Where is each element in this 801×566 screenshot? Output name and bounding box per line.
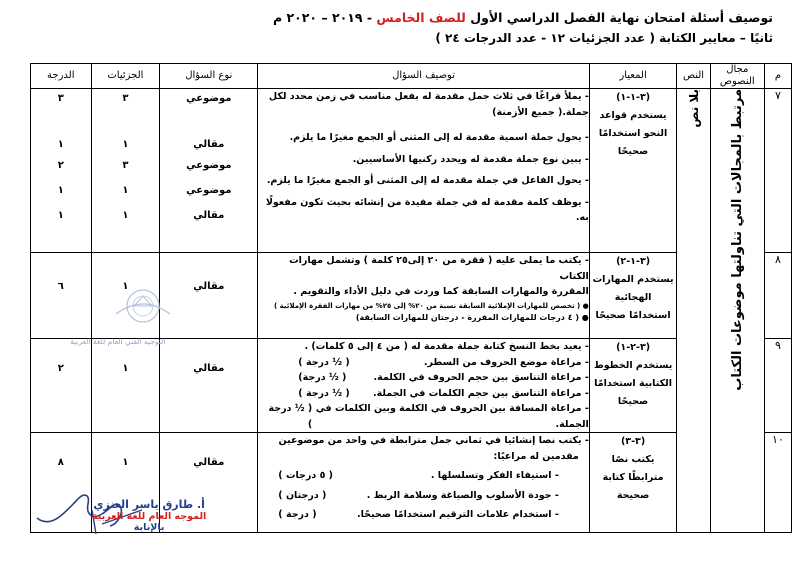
signature-role: الموجه العام للغة العربية <box>92 511 207 522</box>
desc-points: ( ½ درجة ) <box>298 387 350 399</box>
standard-line: يستخدم المهارات <box>592 274 674 285</box>
header-standard: المعيار <box>589 64 677 89</box>
standard-cell <box>589 89 677 253</box>
row-number: ٩ <box>764 339 791 433</box>
desc-line: - جودة الأسلوب والصياغة وسلامة الربط . <box>366 489 559 501</box>
standard-line: يستخدم الخطوط <box>593 360 673 371</box>
page-title <box>110 10 773 25</box>
standard-cell <box>589 433 677 533</box>
header-degree: الدرجة <box>31 64 92 89</box>
desc-line: - يعيد بخط النسخ كتابة جملة مقدمة له ( من ٤ إلى ٥ كلمات) . <box>304 341 589 352</box>
desc-points: ( ½ درجة) <box>298 372 347 383</box>
type-value: موضوعي <box>186 93 232 104</box>
type-value: مقالي <box>193 281 225 292</box>
desc-cell <box>258 433 590 533</box>
parts-value: ١ <box>122 457 129 468</box>
desc-cell <box>258 89 590 253</box>
nas-text: بلا نص <box>686 89 701 128</box>
type-value: موضوعي <box>186 185 232 196</box>
standard-line: الكتابية استخدامًا <box>594 378 672 389</box>
ministry-seal-icon <box>112 284 174 328</box>
desc-note: ● ( تخصص للمهارات الإملائية السابقة نسبة من ٢٠% إلى ٢٥% من مهارات الفقرة الإملائية ) <box>274 301 589 310</box>
standard-line: استخدامًا صحيحًا <box>595 310 671 321</box>
degree-value: ٣ <box>57 93 64 104</box>
parts-value: ١ <box>122 210 129 221</box>
header-type: نوع السؤال <box>160 64 258 89</box>
standard-line: صحيحًا <box>617 396 649 407</box>
standard-line: صحيحًا <box>617 146 649 157</box>
signature-sub: بالإنابة <box>133 522 165 533</box>
type-value: مقالي <box>193 139 225 150</box>
degree-value: ١ <box>57 139 64 150</box>
parts-value: ٣ <box>122 160 129 171</box>
parts-value: ١ <box>122 363 129 374</box>
desc-line: - يبين نوع جملة مقدمة له ويحدد ركنيها الأساسيين. <box>352 153 589 165</box>
desc-point-row <box>258 386 589 402</box>
type-cell <box>160 339 258 433</box>
type-value: موضوعي <box>186 160 232 171</box>
type-cell <box>160 89 258 253</box>
page-subtitle: ثانيًا – معايير الكتابة ( عدد الجزئيات ١٢ - عدد الدرجات ٢٤ ) <box>435 31 773 45</box>
title-highlight: للصف الخامس <box>376 10 466 25</box>
watermark-text: التوجيه الفني العام للغة العربية <box>70 337 166 346</box>
row-number: ٨ <box>764 253 791 339</box>
degree-value: ٢ <box>57 160 64 171</box>
standard-line: الهجائية <box>614 292 652 303</box>
desc-line: جملة.( جميع الأزمنة) <box>492 106 589 118</box>
degree-cell <box>31 339 92 433</box>
signature-block <box>92 498 206 533</box>
desc-line: - مراعاة التناسق بين حجم الكلمات في الجملة. <box>372 387 589 399</box>
degree-cell <box>31 253 92 339</box>
parts-value: ١ <box>122 139 129 150</box>
desc-cell <box>258 253 590 339</box>
standard-line: صحيحة <box>616 490 650 501</box>
row-number: ١٠ <box>764 433 791 533</box>
header-m: م <box>764 64 791 89</box>
desc-line: - يحول جملة اسمية مقدمة له إلى المثنى أو الجمع مغيرًا ما يلزم. <box>289 132 589 143</box>
parts-value: ١ <box>122 281 129 292</box>
desc-points: ( ٥ درجات ) <box>278 470 334 481</box>
standard-code: (٣-١-١) <box>616 92 651 103</box>
standard-code: (٣-٣) <box>620 436 646 447</box>
parts-cell <box>91 89 160 253</box>
desc-line: - مراعاة التناسق بين حجم الحروف في الكلمة. <box>373 372 589 383</box>
desc-note: ● ( ٤ درجات للمهارات المقررة - درجتان للمهارات السابقة) <box>355 312 589 322</box>
table-row <box>31 89 792 253</box>
type-value: مقالي <box>193 363 225 374</box>
desc-line: - يكتب نصا إنشائيا في ثماني جمل مترابطة في واحد من موضوعين <box>278 435 589 446</box>
degree-value: ١ <box>57 185 64 196</box>
row-number: ٧ <box>764 89 791 253</box>
standard-line: مترابطًا كتابة <box>602 472 664 483</box>
standard-line: يكتب نصًا <box>611 454 655 465</box>
type-cell <box>160 253 258 339</box>
desc-line: - مراعاة موضع الحروف من السطر. <box>423 356 589 368</box>
desc-point-row <box>258 507 589 523</box>
desc-points: ( درجة ) <box>278 509 317 520</box>
header-parts: الجزئيات <box>91 64 160 89</box>
majal-text: مرتبط بالمجالات التي تناولتها موضوعات الكتاب <box>729 89 745 391</box>
standard-line: النحو استخدامًا <box>598 128 668 139</box>
desc-point-row <box>258 355 589 371</box>
header-nas: النص <box>677 64 710 89</box>
standard-code: (٣-١-٢) <box>616 256 651 267</box>
desc-point-row <box>258 370 589 386</box>
parts-cell <box>91 339 160 433</box>
desc-line: - مراعاة المسافة بين الحروف في الكلمة وبين الكلمات في الجملة. <box>315 403 589 430</box>
type-value: مقالي <box>193 210 225 221</box>
title-part1: توصيف أسئلة امتحان نهاية الفصل الدراسي الأول <box>465 10 773 25</box>
degree-value: ١ <box>57 210 64 221</box>
parts-value: ١ <box>122 185 129 196</box>
nas-cell <box>677 89 710 533</box>
desc-line: - استخدام علامات الترقيم استخدامًا صحيحًا. <box>356 509 559 520</box>
desc-line: مقدمين له مراعيًا: <box>493 450 579 462</box>
desc-line: - يملأ فراغًا في ثلاث جمل مقدمة له بفعل مناسب في زمن محدد لكل <box>268 91 589 102</box>
desc-points: ( ½ درجة ) <box>268 403 313 430</box>
standard-code: (٣-٢-١) <box>616 342 651 353</box>
header-majal: مجال النصوص <box>710 64 764 89</box>
header-desc: توصيف السؤال <box>258 64 590 89</box>
degree-cell <box>31 89 92 253</box>
majal-cell <box>710 89 764 533</box>
standard-cell <box>589 253 677 339</box>
standard-line: يستخدم قواعد <box>599 110 667 121</box>
degree-value: ٦ <box>57 281 64 292</box>
desc-points: ( درجتان ) <box>278 489 327 501</box>
desc-cell <box>258 339 590 433</box>
degree-value: ٨ <box>57 457 64 468</box>
parts-value: ٣ <box>122 93 129 104</box>
desc-point-row <box>258 468 589 484</box>
desc-line: - يكتب ما يملى عليه ( فقرة من ٢٠ إلى٢٥ كلمة ) وتشمل مهارات الكتاب <box>289 255 589 282</box>
table-header-row <box>31 64 792 89</box>
desc-line: - يحول الفاعل في جملة مقدمة له إلى المثنى أو الجمع مغيرًا ما يلزم. <box>266 175 589 186</box>
title-year: - ٢٠١٩ – ٢٠٢٠ م <box>272 10 377 25</box>
desc-line: المقررة والمهارات السابقة كما وردت في دليل الأداء والتقويم . <box>293 286 589 297</box>
type-value: مقالي <box>193 457 225 468</box>
desc-point-row <box>258 488 589 504</box>
desc-points: ( ½ درجة ) <box>298 356 350 368</box>
desc-point-row <box>258 401 589 432</box>
standard-cell <box>589 339 677 433</box>
signature-name: أ. طارق ياسر العنزي <box>93 498 205 511</box>
degree-value: ٢ <box>57 363 64 374</box>
desc-line: - يوظف كلمة مقدمة له في جملة مفيدة من إنشائه بحيث تكون مفعولًا به. <box>265 196 589 223</box>
desc-line: - استيفاء الفكر وتسلسلها . <box>430 470 559 481</box>
